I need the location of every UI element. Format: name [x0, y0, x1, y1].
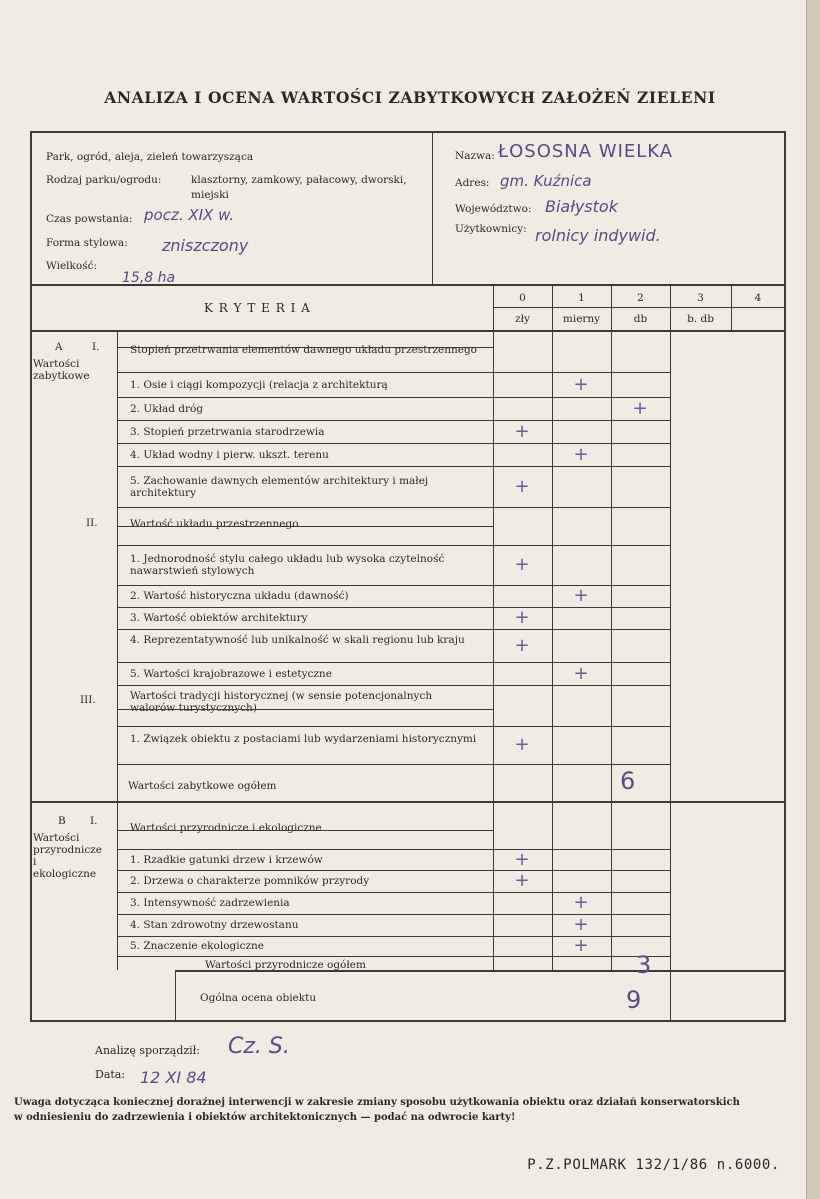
rating-mark: +: [514, 475, 530, 497]
criterion-label: 1. Związek obiektu z postaciami lub wydarzeniami historycznymi: [130, 733, 477, 745]
scale-number: 1: [578, 292, 585, 304]
row-line: [117, 629, 670, 630]
group-title-bottom-line: [117, 726, 670, 727]
wojewodztwo-value: Białystok: [545, 197, 618, 216]
adres-value: gm. Kuźnica: [500, 172, 592, 190]
book-spine-edge: [806, 0, 820, 1199]
scale-number: 4: [754, 292, 762, 304]
group-title-top-line: [117, 347, 493, 348]
rodzaj-options: klasztorny, zamkowy, pałacowy, dworski,: [191, 174, 407, 186]
col-line-2: [611, 285, 612, 970]
section-b-roman: I.: [90, 815, 98, 827]
scale-word: mierny: [562, 313, 601, 325]
criterion-label: 3. Intensywność zadrzewienia: [130, 897, 290, 909]
author-label: Analizę sporządził:: [95, 1044, 200, 1057]
criterion-label: 5. Znaczenie ekologiczne: [130, 940, 265, 952]
criterion-label: 1. Rzadkie gatunki drzew i krzewów: [130, 853, 323, 866]
rating-mark: +: [514, 420, 530, 442]
total-a-value: 6: [620, 767, 636, 795]
total-b-value: 3: [636, 951, 652, 979]
overall-left-line: [175, 970, 176, 1022]
note-line-1: Uwaga dotycząca koniecznej doraźnej interwencji w zakresie zmiany sposobu użytkowania obiektu oraz działań konserwatorskich: [14, 1097, 740, 1108]
rodzaj-options-2: miejski: [191, 189, 229, 201]
rating-mark: +: [573, 892, 589, 913]
rating-mark: +: [514, 870, 530, 891]
section-b-top-line: [31, 801, 785, 803]
rating-mark: +: [514, 634, 530, 656]
criterion-label: 2. Układ dróg: [130, 402, 204, 415]
rating-mark: +: [632, 397, 648, 419]
overall-value: 9: [626, 986, 642, 1014]
section-b-divider: [117, 803, 118, 970]
czas-label: Czas powstania:: [46, 213, 133, 225]
row-line: [117, 870, 670, 871]
row-line: [117, 420, 670, 421]
park-line: Park, ogród, aleja, zieleń towarzysząca: [46, 151, 254, 163]
row-line: [117, 607, 670, 608]
rating-mark: +: [573, 373, 589, 395]
adres-label: Adres:: [455, 177, 490, 189]
rating-mark: +: [573, 914, 589, 935]
row-line: [117, 397, 670, 398]
scale-word: zły: [515, 313, 530, 325]
header-divider: [432, 132, 433, 284]
col-line-3: [670, 285, 671, 1022]
scale-mid-line: [493, 307, 785, 308]
group-2-roman: II.: [86, 517, 98, 529]
criterion-label: 3. Wartość obiektów architektury: [130, 612, 308, 624]
group-3-roman: III.: [80, 694, 96, 706]
section-b-title: Wartości przyrodnicze i ekologiczne: [130, 822, 322, 834]
criterion-label: 4. Reprezentatywność lub unikalność w skali regionu lub kraju: [130, 633, 465, 646]
section-a-roman: I.: [92, 341, 100, 353]
group-title-bottom-line: [117, 372, 670, 373]
total-b-top-line: [117, 956, 670, 957]
form-code: P.Z.POLMARK 132/1/86 n.6000.: [527, 1157, 780, 1173]
rating-mark: +: [514, 848, 530, 870]
note-line-2: w odniesieniu do zadrzewienia i obiektów architektonicznych — podać na odwrocie karty!: [14, 1112, 516, 1123]
row-line: [117, 685, 670, 686]
scale-word: db: [633, 313, 648, 325]
total-b-label: Wartości przyrodnicze ogółem: [205, 959, 366, 971]
rating-mark: +: [573, 935, 589, 956]
scale-number: 2: [637, 292, 644, 304]
rating-mark: +: [573, 585, 589, 606]
section-a-divider: [117, 331, 118, 801]
forma-label: Forma stylowa:: [46, 237, 128, 249]
group-title-top-line: [117, 526, 493, 527]
group-1-title: Stopień przetrwania elementów dawnego układu przestrzennego: [130, 344, 477, 356]
total-a-label: Wartości zabytkowe ogółem: [128, 780, 277, 792]
criterion-label: 4. Układ wodny i pierw. ukszt. terenu: [130, 448, 329, 461]
total-a-top-line: [117, 764, 670, 765]
date-value: 12 XI 84: [140, 1068, 207, 1087]
rating-mark: +: [514, 734, 530, 755]
wielkosc-value: 15,8 ha: [122, 270, 176, 286]
section-b-letter: B: [58, 815, 66, 827]
scale-word: b. db: [687, 313, 714, 325]
criterion-label: 1. Osie i ciągi kompozycji (relacja z architekturą: [130, 378, 388, 391]
group-3-title: Wartości tradycji historycznej (w sensie potencjonalnych walorów turystycznych): [130, 690, 433, 714]
row-line: [117, 466, 670, 467]
scale-number: 0: [519, 292, 526, 304]
group-title-bottom-line: [117, 545, 670, 546]
author-signature: Cz. S.: [228, 1034, 290, 1059]
criterion-label: 4. Stan zdrowotny drzewostanu: [130, 919, 299, 931]
section-a-letter: A: [55, 341, 63, 353]
overall-label: Ogólna ocena obiektu: [200, 992, 317, 1004]
row-line: [117, 507, 670, 508]
form-title: ANALIZA I OCENA WARTOŚCI ZABYTKOWYCH ZAŁOŻEŃ ZIELENI: [104, 88, 716, 107]
group-title-bottom-line: [117, 849, 670, 850]
criterion-label: 1. Jednorodność stylu całego układu lub wysoka czytelność nawarstwień stylowych: [130, 553, 445, 577]
scale-number: 3: [697, 292, 704, 304]
forma-value: zniszczony: [162, 236, 249, 255]
rating-mark: +: [573, 662, 589, 684]
criterion-label: 2. Wartość historyczna układu (dawność): [130, 590, 349, 602]
nazwa-label: Nazwa:: [455, 150, 495, 162]
criterion-label: 2. Drzewa o charakterze pomników przyrody: [130, 875, 370, 887]
criterion-label: 5. Wartości krajobrazowe i estetyczne: [130, 667, 332, 680]
rodzaj-label: Rodzaj parku/ogrodu:: [46, 174, 162, 186]
criteria-bottom-line: [31, 330, 785, 332]
section-a-name: Wartości zabytkowe: [33, 358, 90, 382]
czas-value: pocz. XIX w.: [144, 206, 235, 224]
criterion-label: 3. Stopień przetrwania starodrzewia: [130, 425, 325, 438]
criterion-label: 5. Zachowanie dawnych elementów architektury i małej architektury: [130, 474, 429, 499]
rating-mark: +: [573, 443, 589, 465]
nazwa-value: ŁOSOSNA WIELKA: [498, 141, 674, 162]
section-b-name: Wartości przyrodnicze i ekologiczne: [33, 832, 103, 880]
rating-mark: +: [514, 607, 530, 628]
wielkosc-label: Wielkość:: [46, 260, 98, 272]
uzytkownicy-value: rolnicy indywid.: [535, 226, 661, 245]
group-2-title: Wartość układu przestrzennego: [130, 518, 299, 530]
rating-mark: +: [514, 554, 530, 575]
wojewodztwo-label: Województwo:: [455, 203, 532, 215]
uzytkownicy-label: Użytkownicy:: [455, 223, 527, 235]
criteria-label: K R Y T E R I A: [204, 301, 311, 315]
group-title-top-line: [117, 830, 493, 831]
date-label: Data:: [95, 1068, 126, 1081]
group-title-top-line: [117, 709, 493, 710]
